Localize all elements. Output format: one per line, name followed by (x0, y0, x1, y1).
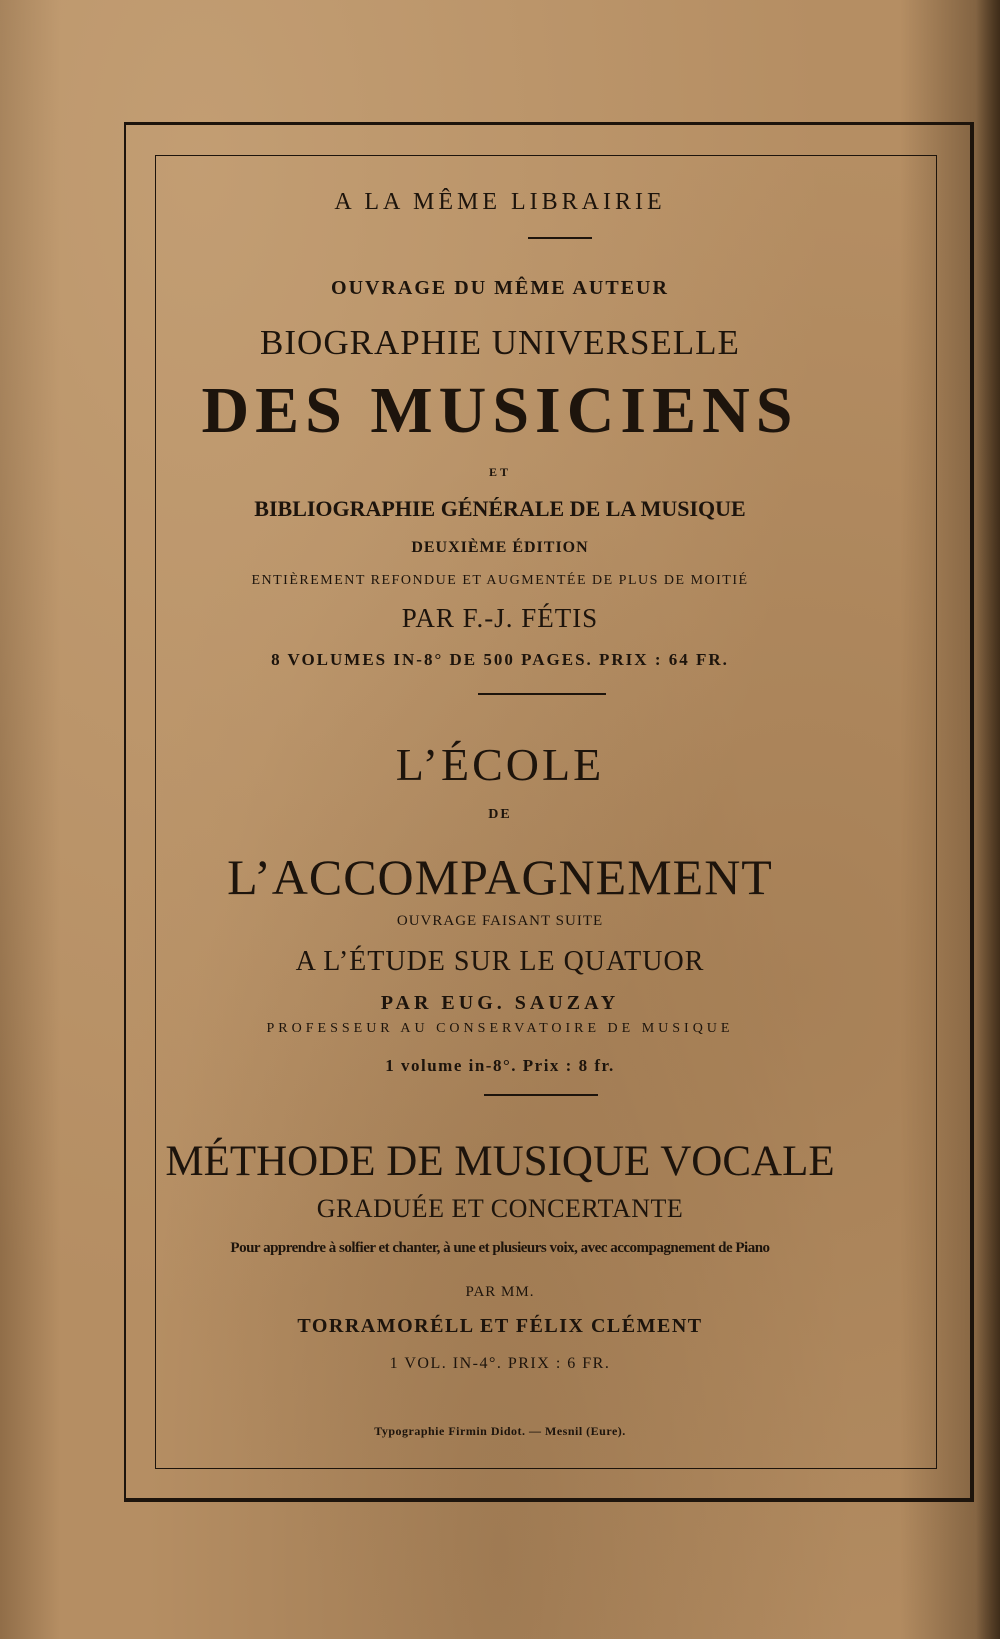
book1-title-line3: BIBLIOGRAPHIE GÉNÉRALE DE LA MUSIQUE (254, 496, 746, 521)
book3-by: PAR MM. (465, 1284, 535, 1300)
book1-conjunction: ET (488, 465, 511, 479)
book1-edition-note: ENTIÈREMENT REFONDUE ET AUGMENTÉE DE PLUS DE MOITIÉ (251, 573, 749, 588)
printer-imprint: Typographie Firmin Didot. — Mesnil (Eure). (374, 1424, 626, 1438)
book1-edition: DEUXIÈME ÉDITION (411, 539, 589, 556)
book2-preposition: DE (488, 807, 512, 822)
book2-author: PAR EUG. SAUZAY (380, 992, 620, 1014)
book1-title-line1: BIOGRAPHIE UNIVERSELLE (260, 323, 740, 362)
book3-title-line1: MÉTHODE DE MUSIQUE VOCALE (165, 1138, 835, 1185)
book3-description: Pour apprendre à solfier et chanter, à une et plusieurs voix, avec accompagnement de Piano (230, 1240, 770, 1256)
book3-details: 1 VOL. IN-4°. PRIX : 6 FR. (389, 1355, 611, 1372)
book2-title-line1: L’ÉCOLE (395, 739, 605, 790)
book1-title-line2: DES MUSICIENS (201, 374, 799, 447)
separator-rule (478, 693, 606, 695)
book3-authors: TORRAMORÉLL ET FÉLIX CLÉMENT (297, 1315, 703, 1337)
book2-subtitle2: A L’ÉTUDE SUR LE QUATUOR (295, 946, 705, 977)
book1-details: 8 VOLUMES IN-8° DE 500 PAGES. PRIX : 64 FR. (271, 650, 729, 669)
book3-title-line2: GRADUÉE ET CONCERTANTE (316, 1194, 684, 1223)
separator-rule (484, 1094, 598, 1096)
librairie-heading: A LA MÊME LIBRAIRIE (334, 189, 666, 215)
book1-intro: OUVRAGE DU MÊME AUTEUR (331, 277, 669, 299)
book2-details: 1 volume in-8°. Prix : 8 fr. (385, 1056, 615, 1075)
book1-author: PAR F.-J. FÉTIS (401, 603, 599, 633)
book2-author-title: PROFESSEUR AU CONSERVATOIRE DE MUSIQUE (266, 1021, 734, 1036)
book2-title-line2: L’ACCOMPAGNEMENT (227, 849, 773, 905)
book2-subtitle1: OUVRAGE FAISANT SUITE (396, 913, 604, 929)
separator-rule (528, 237, 592, 239)
